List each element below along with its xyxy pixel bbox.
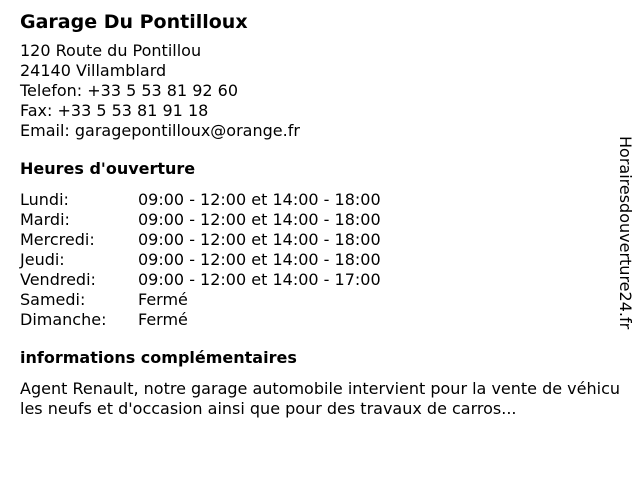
day-hours: Fermé — [138, 290, 188, 309]
business-name: Garage Du Pontilloux — [20, 11, 248, 33]
hours-row-lundi — [20, 190, 610, 210]
hours-row-samedi — [20, 290, 610, 310]
hours-row-dimanche — [20, 310, 610, 330]
additional-info-heading: informations complémentaires — [20, 348, 297, 367]
business-card — [20, 10, 621, 419]
day-hours: 09:00 - 12:00 et 14:00 - 18:00 — [138, 230, 381, 249]
phone-number: Telefon: +33 5 53 81 92 60 — [20, 81, 239, 100]
hours-row-jeudi — [20, 250, 610, 270]
opening-hours-table — [20, 190, 610, 330]
hours-row-mardi — [20, 210, 610, 230]
site-watermark: Horairesdouverture24.fr — [616, 136, 635, 330]
fax-number: Fax: +33 5 53 81 91 18 — [20, 101, 209, 120]
day-label: Lundi: — [20, 190, 69, 209]
address-line-1: 120 Route du Pontillou — [20, 41, 202, 60]
day-label: Samedi: — [20, 290, 86, 309]
additional-info-text: Agent Renault, notre garage automobile intervient pour la vente de véhicules neufs et d'occasion ainsi que pour des travaux de carros... — [20, 379, 621, 418]
day-label: Mardi: — [20, 210, 70, 229]
day-hours: 09:00 - 12:00 et 14:00 - 17:00 — [138, 270, 381, 289]
address-line-2: 24140 Villamblard — [20, 61, 167, 80]
day-hours: Fermé — [138, 310, 188, 329]
email-address: Email: garagepontilloux@orange.fr — [20, 121, 300, 140]
day-label: Vendredi: — [20, 270, 96, 289]
day-hours: 09:00 - 12:00 et 14:00 - 18:00 — [138, 250, 381, 269]
hours-row-mercredi — [20, 230, 610, 250]
hours-row-vendredi — [20, 270, 610, 290]
day-hours: 09:00 - 12:00 et 14:00 - 18:00 — [138, 210, 381, 229]
day-label: Mercredi: — [20, 230, 95, 249]
opening-hours-heading: Heures d'ouverture — [20, 159, 196, 178]
day-label: Jeudi: — [20, 250, 65, 269]
day-label: Dimanche: — [20, 310, 107, 329]
day-hours: 09:00 - 12:00 et 14:00 - 18:00 — [138, 190, 381, 209]
